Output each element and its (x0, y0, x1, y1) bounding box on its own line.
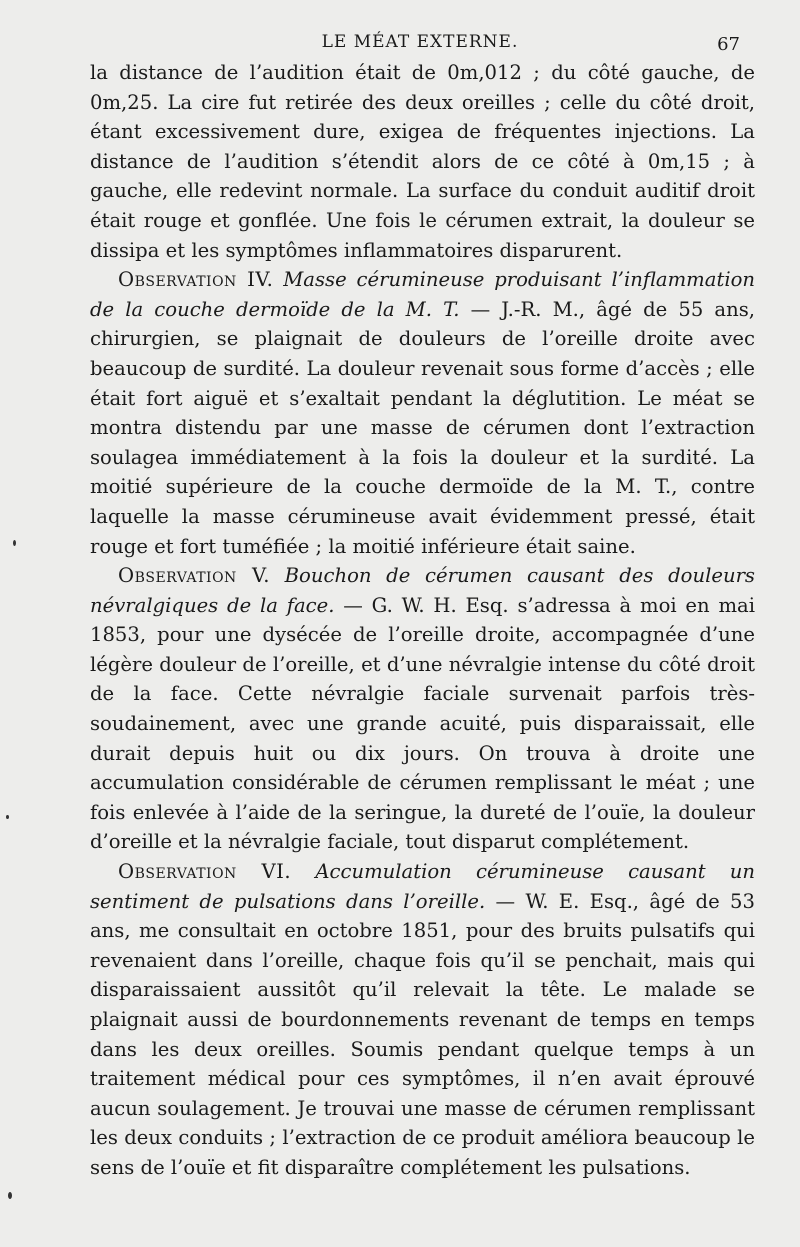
running-title: LE MÉAT EXTERNE. (321, 32, 519, 52)
observation-label: Observation VI. (118, 860, 292, 884)
observation-title: Masse cérumineuse produisant l’inflammation de la couche dermoïde de la M. T. (90, 268, 755, 321)
observation-5 (90, 561, 755, 857)
observation-label: Observation IV. (118, 268, 274, 292)
observation-text: — G. W. H. Esq. s’adressa à moi en mai 1853, pour une dysécée de l’oreille droite, accompagnée d’une légère douleur de l’oreille, et d’une névralgie intense du côté droit de la face. Cette névralgie faciale survenait parfois très-soudainement, avec une grande acuité, puis disparaissait, elle durait depuis huit ou dix jours. On trouva à droite une accumulation considérable de cérumen remplissant le méat ; une fois enlevée à l’aide de la seringue, la dureté de l’ouïe, la douleur d’oreille et la névralgie faciale, tout disparut complétement. (90, 593, 755, 854)
page-number: 67 (717, 34, 740, 55)
margin-speck (6, 815, 9, 819)
observation-text: — J.-R. M., âgé de 55 ans, chirurgien, se plaignait de douleurs de l’oreille droite avec beaucoup de surdité. La douleur revenait sous forme d’accès ; elle était fort aiguë et s’exaltait pendant la déglutition. Le méat se montra distendu par une masse de cérumen dont l’extraction soulagea immédiatement à la fois la douleur et la surdité. La moitié supérieure de la couche dermoïde de la M. T., contre laquelle la masse cérumineuse avait évidemment pressé, était rouge et fort tuméfiée ; la moitié inférieure était saine. (90, 297, 755, 558)
margin-speck (13, 540, 16, 546)
observation-label: Observation V. (118, 564, 270, 588)
observation-4 (90, 265, 755, 561)
margin-speck (8, 1192, 12, 1199)
observation-6 (90, 857, 755, 1183)
page-body (90, 58, 755, 1183)
observation-title: Accumulation cérumineuse causant un sentiment de pulsations dans l’oreille. (90, 860, 756, 913)
observation-title: Bouchon de cérumen causant des douleurs névralgiques de la face. (90, 564, 755, 617)
paragraph-continuation: la distance de l’audition était de 0m,012 ; du côté gauche, de 0m,25. La cire fut retirée des deux oreilles ; celle du côté droit, étant excessivement dure, exigea de fréquentes injections. La distance de l’audition s’étendit alors de ce côté à 0m,15 ; à gauche, elle redevint normale. La surface du conduit auditif droit était rouge et gonflée. Une fois le cérumen extrait, la douleur se dissipa et les symptômes inflammatoires disparurent. (90, 61, 755, 262)
page-header (90, 30, 750, 58)
observation-text: — W. E. Esq., âgé de 53 ans, me consultait en octobre 1851, pour des bruits pulsatifs qui revenaient dans l’oreille, chaque fois qu’il se penchait, mais qui disparaissaient aussitôt qu’il relevait la tête. Le malade se plaignait aussi de bourdonnements revenant de temps en temps dans les deux oreilles. Soumis pendant quelque temps à un traitement médical pour ces symptômes, il n’en avait éprouvé aucun soulagement. Je trouvai une masse de cérumen remplissant les deux conduits ; l’extraction de ce produit améliora beaucoup le sens de l’ouïe et fit disparaître complétement les pulsations. (90, 889, 755, 1179)
